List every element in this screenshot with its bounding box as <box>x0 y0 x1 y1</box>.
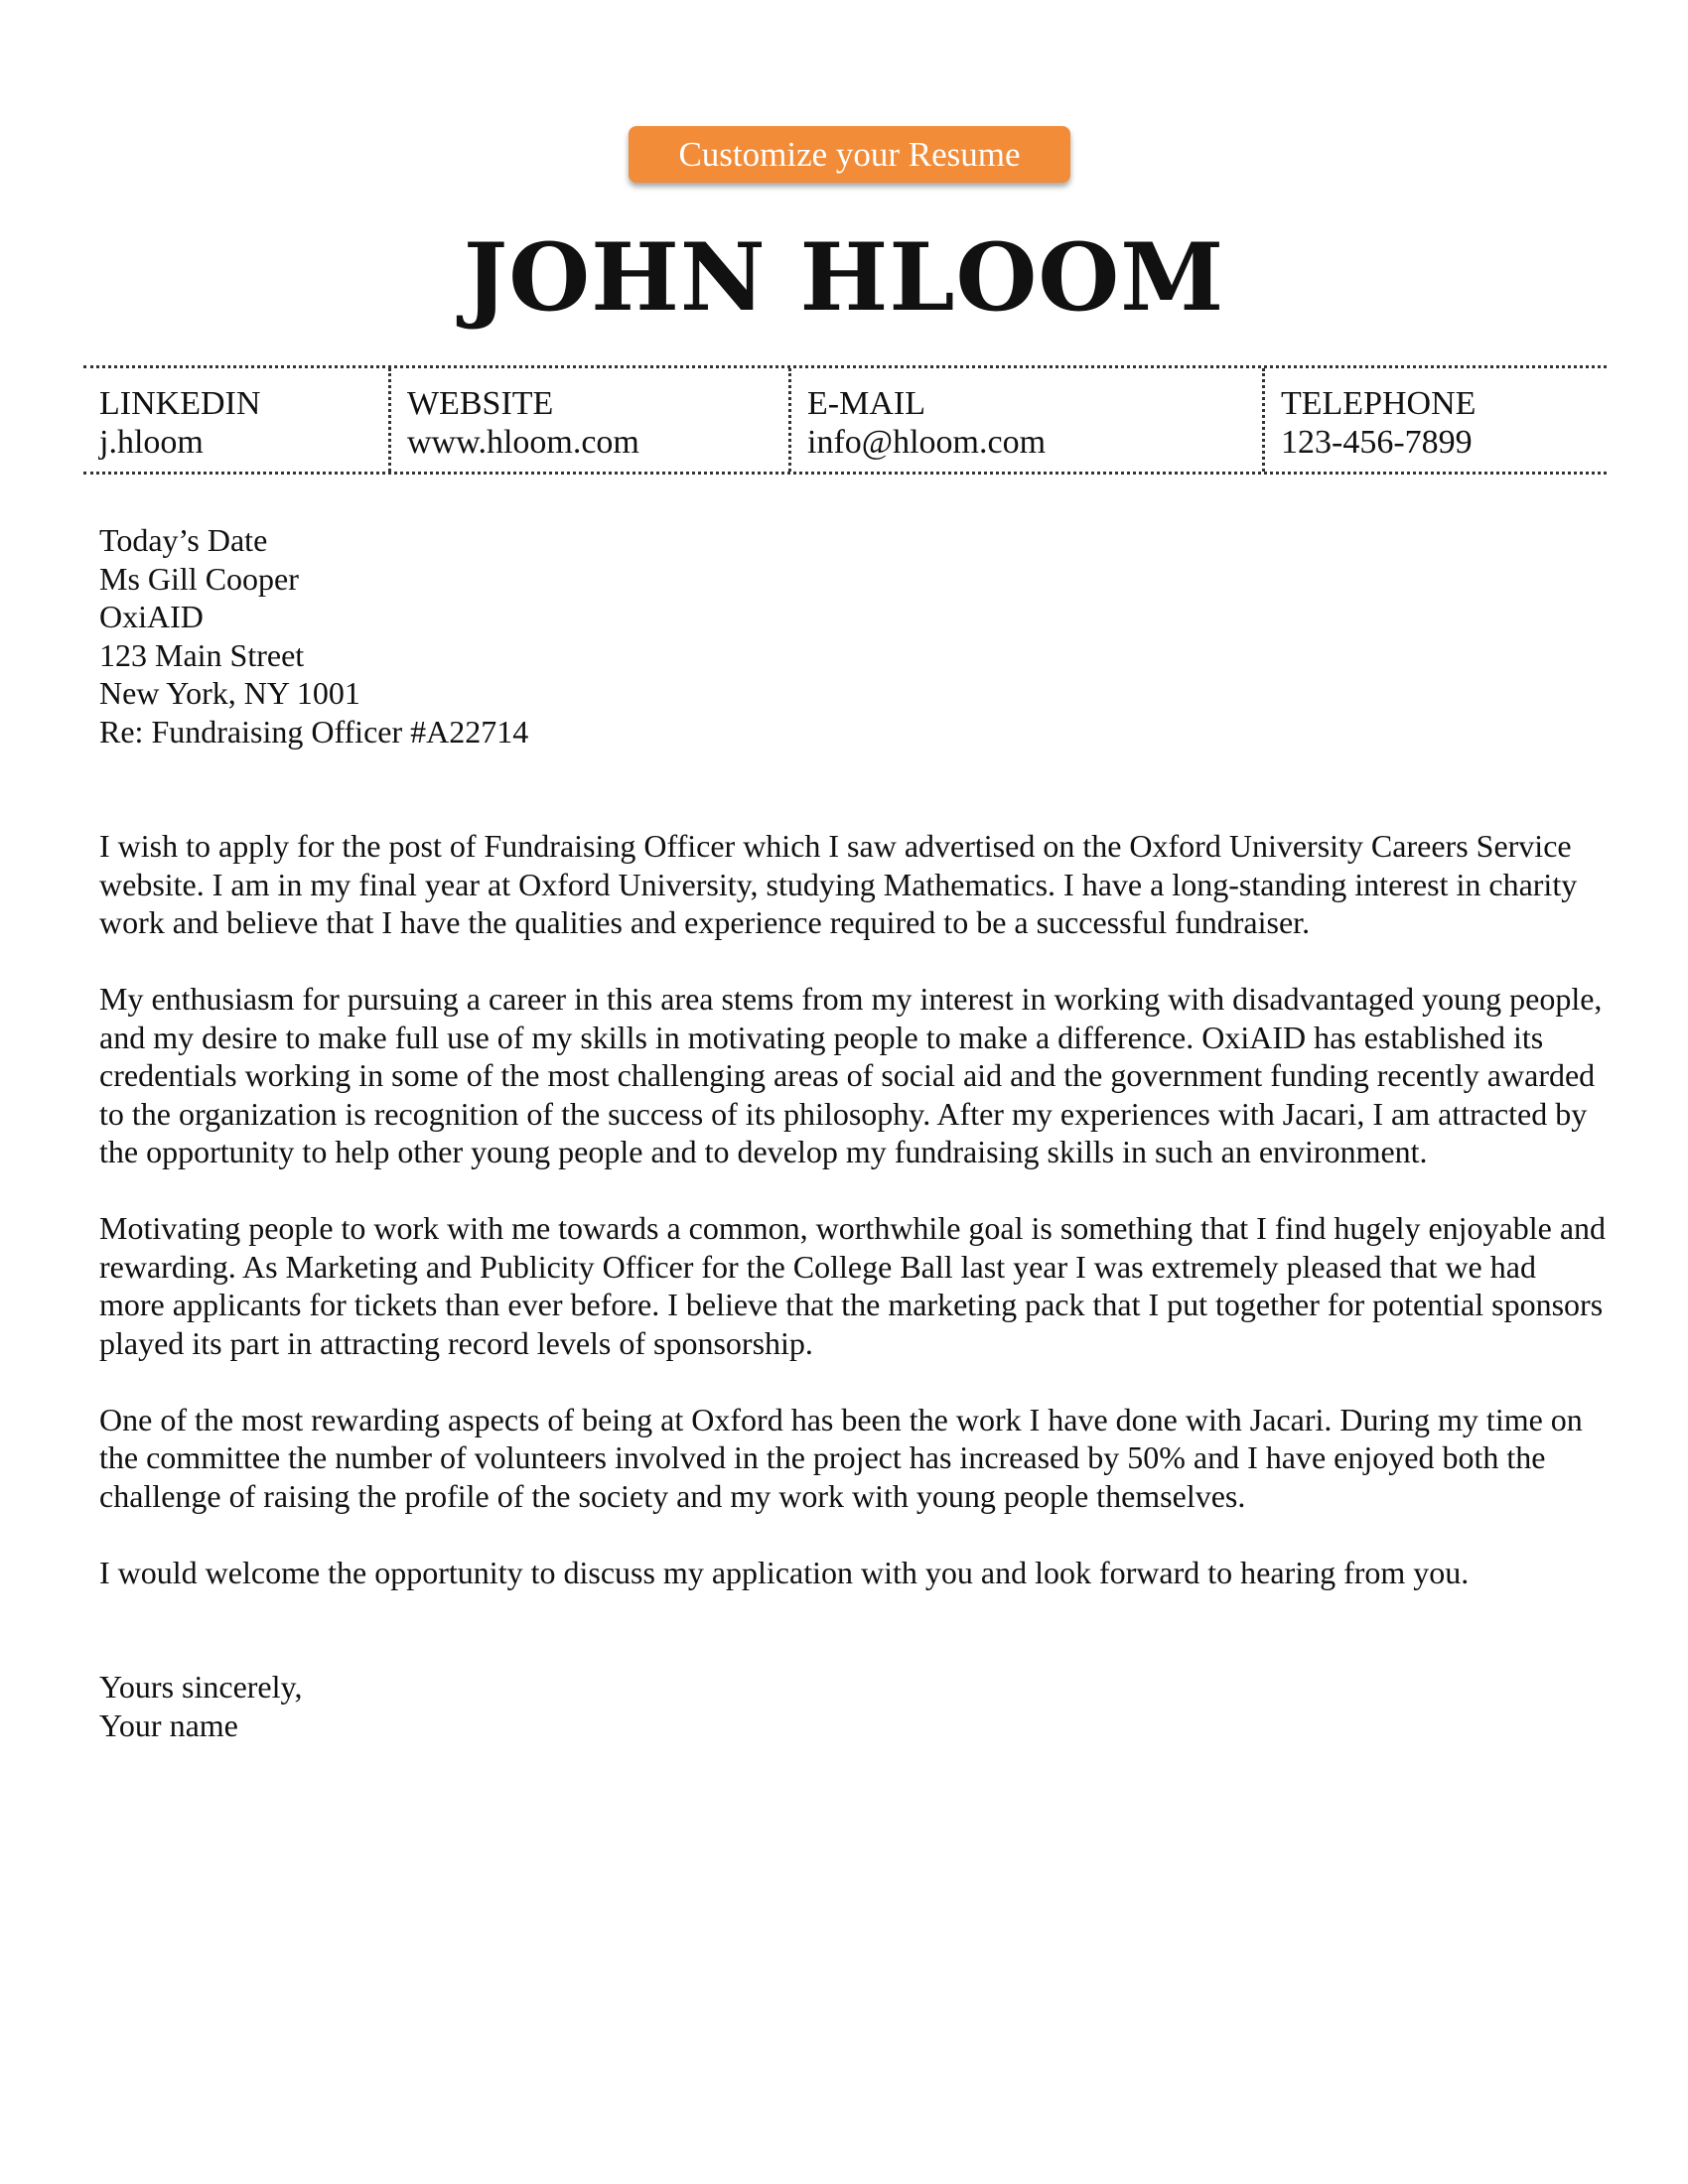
website-value: www.hloom.com <box>407 424 639 461</box>
body-paragraph: Motivating people to work with me towards a common, worthwhile goal is something that I find hugely enjoyable and rewarding. As Marketing and Publicity Officer for the College Ball last year I was extremely pleased that we had more applicants for tickets than ever before. I believe that the marketing pack that I put together for potential sponsors played its part in attracting record levels of sponsorship. <box>99 1210 1607 1361</box>
contact-email <box>788 368 1262 472</box>
email-value: info@hloom.com <box>807 424 1047 461</box>
customize-resume-button[interactable]: Customize your Resume <box>629 126 1070 183</box>
body-paragraph: My enthusiasm for pursuing a career in this area stems from my interest in working with disadvantaged young people, and my desire to make full use of my skills in motivating people to make a difference. OxiAID has established its credentials working in some of the most challenging areas of social aid and the government funding recently awarded to the organization is recognition of the success of its philosophy. After my experiences with Jacari, I am attracted by the opportunity to help other young people and to develop my fundraising skills in such an environment. <box>99 981 1603 1169</box>
contact-label: E-MAIL <box>807 385 925 422</box>
contact-linkedin <box>83 368 388 472</box>
letter-date: Today’s Date <box>99 522 268 558</box>
recipient-address <box>99 521 1609 713</box>
contact-label: WEBSITE <box>407 385 554 422</box>
body-paragraph: One of the most rewarding aspects of being at Oxford has been the work I have done with Jacari. During my time on the committee the number of volunteers involved in the project has increased by 50% and I have enjoyed both the challenge of raising the profile of the society and my work with young people themselves. <box>99 1401 1583 1514</box>
subject-line: Re: Fundraising Officer #A22714 <box>99 713 529 750</box>
contact-label: TELEPHONE <box>1281 385 1477 422</box>
recipient-company: OxiAID <box>99 599 204 634</box>
signature-name: Your name <box>99 1706 238 1743</box>
contact-telephone <box>1262 368 1607 472</box>
contact-bar <box>83 365 1607 475</box>
contact-label: LINKEDIN <box>99 385 261 422</box>
telephone-value: 123-456-7899 <box>1281 424 1473 461</box>
closing-salutation: Yours sincerely, <box>99 1669 303 1705</box>
applicant-name: JOHN HLOOM <box>463 223 1225 333</box>
contact-website <box>388 368 788 472</box>
recipient-name: Ms Gill Cooper <box>99 560 299 597</box>
body-paragraph: I wish to apply for the post of Fundraising Officer which I saw advertised on the Oxford University Careers Service website. I am in my final year at Oxford University, studying Mathematics. I have a long-standing interest in charity work and believe that I have the qualities and experience required to be a successful fundraiser. <box>99 828 1578 940</box>
closing-block <box>99 1668 1609 1744</box>
recipient-street: 123 Main Street <box>99 636 305 673</box>
body-paragraph: I would welcome the opportunity to discuss my application with you and look forward to hearing from you. <box>99 1554 1470 1590</box>
linkedin-value: j.hloom <box>99 424 204 461</box>
recipient-city: New York, NY 1001 <box>99 675 360 711</box>
cover-letter <box>99 521 1609 1744</box>
